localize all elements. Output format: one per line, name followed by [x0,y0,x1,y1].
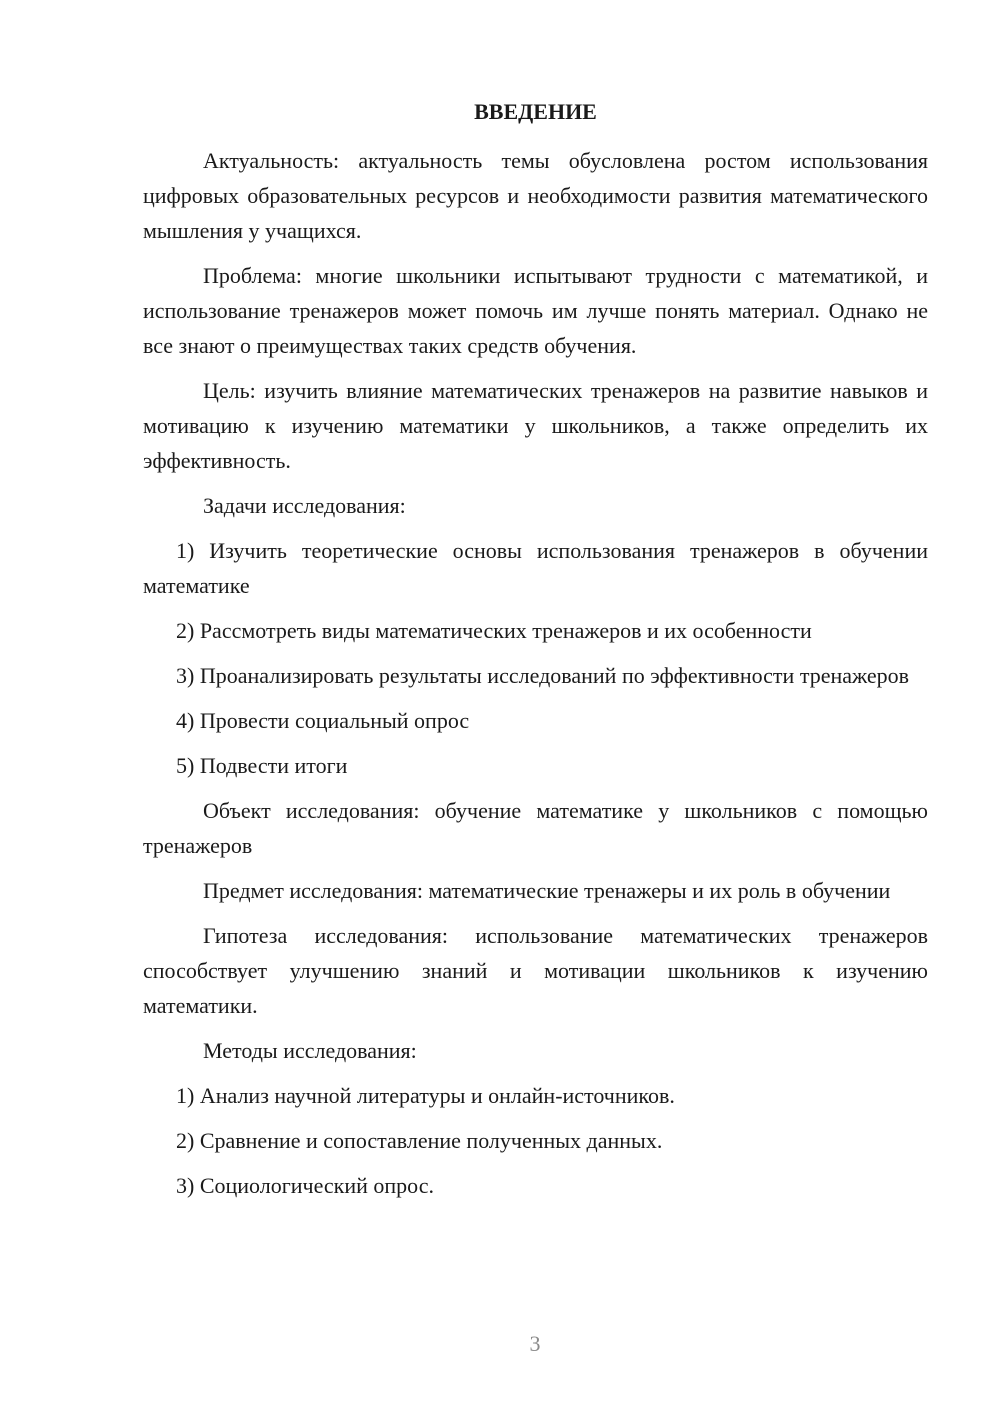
tasks-heading: Задачи исследования: [203,493,406,518]
page-content [143,94,928,1213]
method-item: 3) Социологический опрос. [176,1173,434,1198]
object-paragraph: Объект исследования: обучение математике у школьников с помощью тренажеров [143,798,928,858]
page-title: ВВЕДЕНИЕ [474,99,597,124]
method-item: 2) Сравнение и сопоставление полученных данных. [176,1128,663,1153]
relevance-paragraph: Актуальность: актуальность темы обусловлена ростом использования цифровых образовательных ресурсов и необходимости развития математического мышления у учащихся. [143,148,928,243]
task-item: 5) Подвести итоги [176,753,348,778]
methods-heading: Методы исследования: [203,1038,417,1063]
task-item: 2) Рассмотреть виды математических тренажеров и их особенности [176,618,812,643]
method-item: 1) Анализ научной литературы и онлайн-источников. [176,1083,675,1108]
page-number: 3 [529,1331,541,1356]
task-item: 4) Провести социальный опрос [176,708,470,733]
hypothesis-paragraph: Гипотеза исследования: использование математических тренажеров способствует улучшению знаний и мотивации школьников к изучению математики. [143,923,928,1018]
goal-paragraph: Цель: изучить влияние математических тренажеров на развитие навыков и мотивацию к изучению математики у школьников, а также определить их эффективность. [143,378,928,473]
problem-paragraph: Проблема: многие школьники испытывают трудности с математикой, и использование тренажеров может помочь им лучше понять материал. Однако не все знают о преимуществах таких средств обучения. [143,263,928,358]
task-item: 3) Проанализировать результаты исследований по эффективности тренажеров [176,663,910,688]
task-item: 1) Изучить теоретические основы использования тренажеров в обучении математике [143,538,928,598]
subject-paragraph: Предмет исследования: математические тренажеры и их роль в обучении [203,878,891,903]
